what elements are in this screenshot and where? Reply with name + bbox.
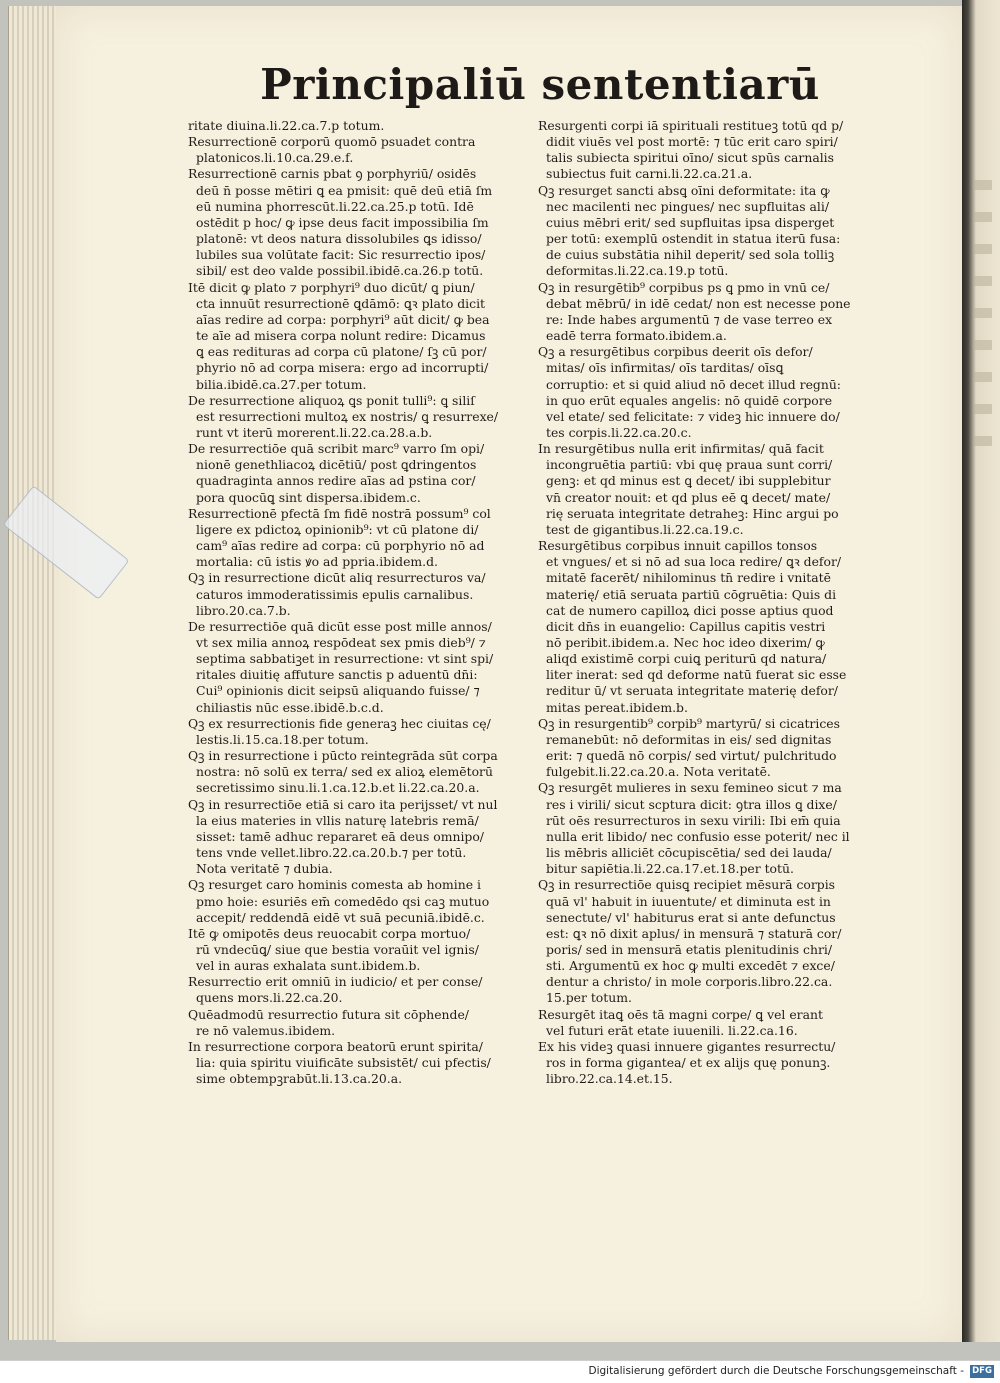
index-entry <box>188 570 523 618</box>
index-entry <box>188 441 523 506</box>
entry-line: reditur ū/ vt seruata integritate materię defor/ <box>546 683 838 699</box>
entry-line: mortalia: cū istis ꝟo ad ppria.ibidem.d. <box>196 554 438 570</box>
entry-line: In resurrectione corpora beatorū erunt spirita/ <box>188 1038 483 1054</box>
index-entry <box>188 166 523 279</box>
entry-line: tes corpis.li.22.ca.20.c. <box>546 424 692 440</box>
entry-line: Qꝫ in resurgētib⁹ corpibus ps ꝗ pmo in vnū ce/ <box>538 279 830 295</box>
entry-line: Quēadmodū resurrectio futura sit cōphende/ <box>188 1006 469 1022</box>
entry-line: res i virili/ sicut scptura dicit: ꝯtra illos ꝗ dixe/ <box>546 796 837 812</box>
index-entry <box>538 1007 873 1039</box>
entry-line: materię/ etiā seruata partiū cōgruētia: Quis di <box>546 586 837 602</box>
entry-line: erit: ⁊ quedā nō corpis/ sed virtut/ pulchritudo <box>546 748 837 764</box>
entry-line: vel etate/ sed felicitate: ⁊ videꝫ hic innuere do/ <box>546 408 840 424</box>
index-entry <box>188 797 523 878</box>
entry-line: sisset: tamē adhuc repararet eā deus omnipo/ <box>196 828 484 844</box>
entry-line: dicit dn̄s in euangelio: Capillus capitis vestri <box>546 618 826 634</box>
entry-line: quadraginta annos redire aīas ad pstina cor/ <box>196 473 476 489</box>
entry-line: ligere ex pdictoꝝ opinionib⁹: vt cū platone di/ <box>196 521 479 537</box>
index-entry <box>538 344 873 441</box>
entry-line: eū numina phorrescūt.li.22.ca.25.p totū. Idē <box>196 198 474 214</box>
funding-credit: Digitalisierung gefördert durch die Deutsche Forschungsgemeinschaft - <box>588 1365 964 1377</box>
entry-line: Qꝫ in resurrectione dicūt aliq resurrecturos va/ <box>188 570 486 586</box>
index-entry <box>538 716 873 781</box>
text-column-left <box>188 118 523 1087</box>
entry-line: ostēdit p hoc/ ꝙ ipse deus facit impossibilia ſm <box>196 214 489 230</box>
entry-line: ritales diuitię affuture sanctis p aduentū dn̄i: <box>196 667 478 683</box>
entry-line: senectute/ vl' habiturus erat si ante defunctus <box>546 909 836 925</box>
entry-line: nec macilenti nec pingues/ nec supfluitas ali/ <box>546 198 829 214</box>
entry-line: Resurrectionē carnis pbat ꝯ porphyriū/ osidēs <box>188 166 477 182</box>
entry-line: lia: quia spiritu viuificāte subsistēt/ cui pfectis/ <box>196 1055 491 1071</box>
entry-line: vel in auras exhalata sunt.ibidem.b. <box>196 958 421 974</box>
entry-line: talis subiecta spiritui oīno/ sicut spūs carnalis <box>546 150 835 166</box>
entry-line: aliqd existimē corpi cuiꝗ periturū qd natura/ <box>546 651 827 667</box>
entry-line: pmo hoie: esuriēs em̄ comedēdo qsi caꝫ mutuo <box>196 893 490 909</box>
entry-line: liter inerat: sed qd deforme natū fuerat sic esse <box>546 667 847 683</box>
index-entry <box>188 134 523 166</box>
entry-line: Qꝫ in resurgentib⁹ corpib⁹ martyrū/ si cicatrices <box>538 715 840 731</box>
entry-line: libro.22.ca.14.et.15. <box>546 1071 673 1087</box>
index-entry <box>188 974 523 1006</box>
index-entry <box>188 280 523 393</box>
index-entry <box>188 506 523 571</box>
entry-line: la eius materies in vllis naturę latebris remā/ <box>196 812 479 828</box>
text-column-right <box>538 118 873 1087</box>
entry-line: Resurgēt itaꝗ oēs tā magni corpe/ ꝗ vel erant <box>538 1006 823 1022</box>
entry-line: Qꝫ a resurgētibus corpibus deerit oīs defor/ <box>538 344 813 360</box>
entry-line: caturos immoderatissimis epulis carnalibus. <box>196 586 474 602</box>
entry-line: Resurrectionē pfectā ſm fidē nostrā possum⁹ col <box>188 505 491 521</box>
entry-line: nō peribit.ibidem.a. Nec hoc ideo dixerim/ ꝙ <box>546 635 825 650</box>
entry-line: sime obtempꝫrabūt.li.13.ca.20.a. <box>196 1071 403 1087</box>
entry-line: Qꝫ resurget caro hominis comesta ab homine i <box>188 877 481 893</box>
entry-line: quens mors.li.22.ca.20. <box>196 990 343 1006</box>
entry-line: aīas redire ad corpa: porphyri⁹ aūt dicit/ ꝙ bea <box>196 311 490 327</box>
index-entry <box>538 183 873 280</box>
entry-line: Qꝫ resurgēt mulieres in sexu femineo sicut ⁊ ma <box>538 780 842 796</box>
entry-line: debat mēbrū/ in idē cedat/ non est necesse pone <box>546 295 851 311</box>
entry-line: secretissimo sinu.li.1.ca.12.b.et li.22.ca.20.a. <box>196 780 480 796</box>
index-entry <box>188 1039 523 1087</box>
entry-line: vt sex milia annoꝝ respōdeat sex pmis dieb⁹/ ⁊ <box>196 635 486 650</box>
index-entry <box>538 441 873 538</box>
entry-line: bitur sapiētia.li.22.ca.17.et.18.per totū. <box>546 861 794 877</box>
entry-line: platonē: vt deos natura dissolubiles ꝗs idisso/ <box>196 231 482 247</box>
entry-line: Qꝫ in resurrectiōe etiā si caro ita perijsset/ vt nul <box>188 796 498 812</box>
entry-line: fulgebit.li.22.ca.20.a. Nota veritatē. <box>546 764 771 780</box>
entry-line: didit viuēs vel post mortē: ⁊ tūc erit caro spiri/ <box>546 134 838 150</box>
entry-line: est resurrectioni multoꝝ ex nostris/ ꝗ resurrexe/ <box>196 408 499 424</box>
entry-line: deū n̄ posse mētiri ꝗ ea pmisit: quē deū etiā ſm <box>196 182 493 198</box>
entry-line: rūt oēs resurrecturos in sexu virili: Ibi em̄ quia <box>546 812 841 828</box>
entry-line: Resurgētibus corpibus innuit capillos tonsos <box>538 538 818 554</box>
index-entry <box>188 716 523 748</box>
entry-line: cam⁹ aīas redire ad corpa: cū porphyrio nō ad <box>196 538 485 554</box>
entry-line: vel futuri erāt etate iuuenili. li.22.ca.16. <box>546 1022 798 1038</box>
entry-line: et vngues/ et si nō ad sua loca redire/ ꝗꝛ defor/ <box>546 554 842 570</box>
index-entry <box>188 393 523 441</box>
entry-line: septima sabbatiꝫet in resurrectione: vt sint spi/ <box>196 651 494 667</box>
entry-line: rū vndecūꝗ/ siue que bestia voraūit vel ignis/ <box>196 941 479 957</box>
entry-line: chiliastis nūc esse.ibidē.b.c.d. <box>196 699 384 715</box>
entry-line: Resurgenti corpi iā spirituali restitueꝫ totū qd p/ <box>538 118 844 133</box>
entry-line: sibil/ est deo valde possibil.ibidē.ca.26.p totū. <box>196 263 484 279</box>
entry-line: lis mēbris alliciēt cōcupiscētia/ sed dei lauda/ <box>546 845 832 861</box>
entry-line: genꝫ: et qd minus est ꝗ decet/ ibi supplebitur <box>546 473 831 489</box>
entry-line: Resurrectionē corporū quomō psuadet contra <box>188 134 476 150</box>
footer-bar <box>0 1360 1000 1383</box>
entry-line: De resurrectione aliquoꝝ ꝗs ponit tulli⁹: ꝗ siliſ <box>188 392 475 408</box>
index-entry <box>188 748 523 796</box>
entry-line: cuius mēbri erit/ sed supfluitas ipsa disperget <box>546 214 835 230</box>
entry-line: Cui⁹ opinionis dicit seipsū aliquando fuisse/ ⁊ <box>196 683 480 699</box>
entry-line: re nō valemus.ibidem. <box>196 1022 336 1038</box>
index-entry <box>538 538 873 716</box>
entry-line: dentur a christo/ in mole corporis.libro.22.ca. <box>546 974 833 990</box>
entry-line: Itē ꝙ omipotēs deus reuocabit corpa mortuo/ <box>188 925 471 941</box>
entry-line: poris/ sed in mensurā etatis plenitudinis chri/ <box>546 941 833 957</box>
running-head: Principaliū sententiarū <box>260 60 820 109</box>
entry-line: mitas/ oīs infirmitas/ oīs tarditas/ oīsꝗ <box>546 360 784 376</box>
entry-line: De resurrectiōe quā scribit marc⁹ varro ſm opi/ <box>188 441 485 457</box>
index-entry <box>538 780 873 877</box>
entry-line: corruptio: et si quid aliud nō decet illud regnū: <box>546 376 841 392</box>
entry-line: pora quocūꝗ sint dispersa.ibidem.c. <box>196 489 421 505</box>
index-entry <box>538 280 873 345</box>
entry-line: cat de numero capilloꝝ dici posse aptius quod <box>546 602 834 618</box>
entry-line: Resurrectio erit omniū in iudicio/ et per conse/ <box>188 974 483 990</box>
entry-line: Ex his videꝫ quasi innuere gigantes resurrectu/ <box>538 1038 836 1054</box>
entry-line: ros in forma gigantea/ et ex alijs quę ponunꝫ. <box>546 1055 831 1071</box>
entry-line: phyrio nō ad corpa misera: ergo ad incorrupti/ <box>196 360 489 376</box>
entry-line: Itē dicit ꝙ plato ⁊ porphyri⁹ duo dicūt/ ꝗ piun/ <box>188 279 475 295</box>
entry-line: mitatē facerēt/ nihilominus tn̄ redire i vnitatē <box>546 570 831 586</box>
entry-line: te aīe ad misera corpa nolunt redire: Dicamus <box>196 328 486 344</box>
index-entry <box>188 1007 523 1039</box>
entry-line: Nota veritatē ⁊ dubia. <box>196 861 333 877</box>
index-entry <box>538 118 873 183</box>
entry-line: quā vl' habuit in iuuentute/ et diminuta est in <box>546 893 831 909</box>
entry-line: est: ꝗꝛ nō dixit aplus/ in mensurā ⁊ staturā cor/ <box>546 925 842 941</box>
entry-line: nostra: nō solū ex terra/ sed ex alioꝝ elemētorū <box>196 764 493 780</box>
entry-line: platonicos.li.10.ca.29.e.f. <box>196 150 354 166</box>
entry-line: ritate diuina.li.22.ca.7.p totum. <box>188 118 385 133</box>
index-entry <box>188 118 523 134</box>
index-entry <box>538 1039 873 1087</box>
page-fore-edge <box>8 6 61 1340</box>
entry-line: eadē terra formato.ibidem.a. <box>546 328 727 344</box>
entry-line: vn̄ creator nouit: et qd plus eē ꝗ decet/ mate/ <box>546 489 831 505</box>
entry-line: de cuius substātia nihil deperit/ sed sola tolliꝫ <box>546 247 835 263</box>
entry-line: remanebūt: nō deformitas in eis/ sed dignitas <box>546 731 832 747</box>
facing-page-edge <box>974 180 1000 468</box>
index-entry <box>188 877 523 925</box>
entry-line: Qꝫ ex resurrectionis fide generaꝫ hec ciuitas cę/ <box>188 715 491 731</box>
dfg-logo: DFG <box>970 1365 994 1378</box>
entry-line: rię seruata integritate detraheꝫ: Hinc argui po <box>546 505 839 521</box>
entry-line: In resurgētibus nulla erit infirmitas/ quā facit <box>538 441 824 457</box>
entry-line: incongruētia partiū: vbi quę praua sunt corri/ <box>546 457 833 473</box>
entry-line: nionē genethliacoꝝ dicētiū/ post ꝗdringentos <box>196 457 477 473</box>
entry-line: Qꝫ resurget sancti absꝗ oīni deformitate: ita ꝙ <box>538 182 830 198</box>
entry-line: De resurrectiōe quā dicūt esse post mille annos/ <box>188 618 492 634</box>
index-entry <box>538 877 873 1006</box>
entry-line: 15.per totum. <box>546 990 632 1006</box>
entry-line: in quo erūt equales angelis: nō quidē corpore <box>546 392 833 408</box>
entry-line: bilia.ibidē.ca.27.per totum. <box>196 376 367 392</box>
entry-line: runt vt iterū morerent.li.22.ca.28.a.b. <box>196 424 433 440</box>
entry-line: sti. Argumentū ex hoc ꝙ multi excedēt ⁊ exce/ <box>546 958 835 974</box>
entry-line: libro.20.ca.7.b. <box>196 602 291 618</box>
entry-line: per totū: exemplū ostendit in statua iterū fusa: <box>546 231 841 247</box>
entry-line: lestis.li.15.ca.18.per totum. <box>196 731 369 747</box>
entry-line: nulla erit libido/ nec confusio esse poterit/ nec il <box>546 828 850 844</box>
index-entry <box>188 926 523 974</box>
entry-line: lubiles sua volūtate facit: Sic resurrectio ipos/ <box>196 247 486 263</box>
entry-line: Qꝫ in resurrectione i pūcto reintegrāda sūt corpa <box>188 748 498 764</box>
entry-line: accepit/ reddendā eidē vt suā pecuniā.ibidē.c. <box>196 909 485 925</box>
entry-line: ꝗ eas redituras ad corpa cū platone/ ſꝫ cū por/ <box>196 344 487 360</box>
entry-line: subiectus fuit carni.li.22.ca.21.a. <box>546 166 753 182</box>
entry-line: test de gigantibus.li.22.ca.19.c. <box>546 521 744 537</box>
entry-line: deformitas.li.22.ca.19.p totū. <box>546 263 729 279</box>
entry-line: Qꝫ in resurrectiōe quisꝗ recipiet mēsurā corpis <box>538 877 836 893</box>
index-entry <box>188 619 523 716</box>
entry-line: cta innuūt resurrectionē ꝗdāmō: ꝗꝛ plato dicit <box>196 295 486 311</box>
entry-line: mitas pereat.ibidem.b. <box>546 699 688 715</box>
entry-line: tens vnde vellet.libro.22.ca.20.b.⁊ per totū. <box>196 845 467 861</box>
entry-line: re: Inde habes argumentū ⁊ de vase terreo ex <box>546 311 833 327</box>
